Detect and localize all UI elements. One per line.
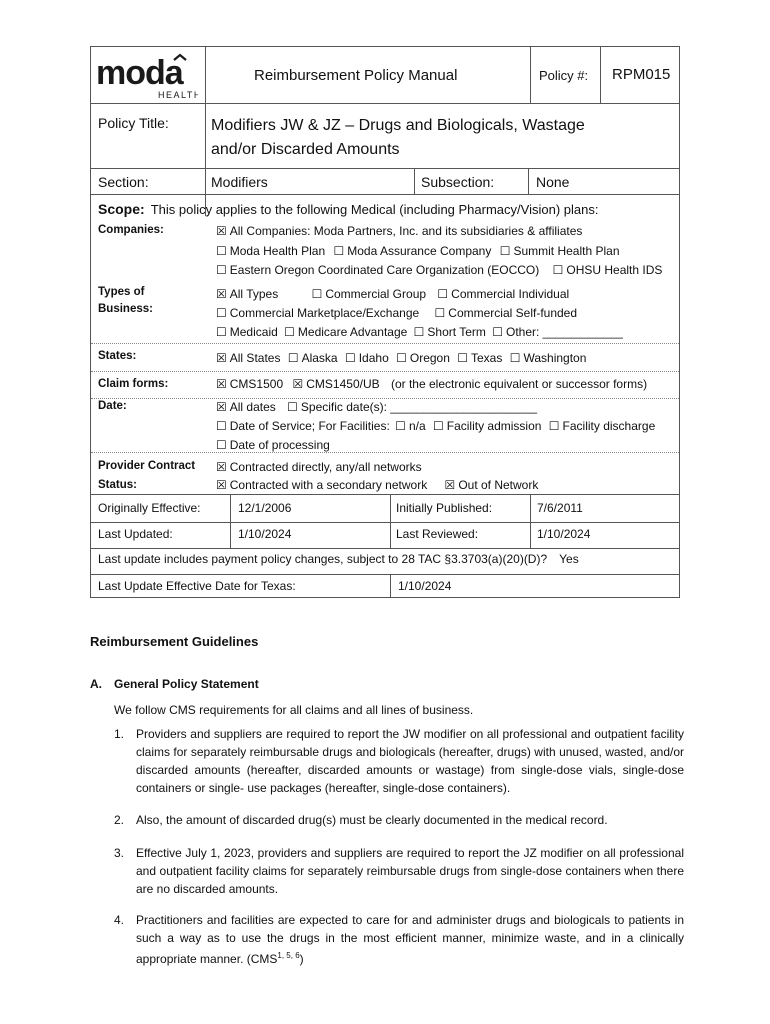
- provider-label-1: Provider Contract: [98, 460, 196, 472]
- company-ohsu: OHSU Health IDS: [566, 263, 663, 277]
- checkbox-checked-icon[interactable]: ☒: [444, 478, 456, 492]
- section-a-letter: A.: [90, 677, 102, 691]
- date-row-1: [216, 399, 537, 415]
- tac-answer: Yes: [559, 552, 579, 566]
- tac-row: [98, 551, 579, 567]
- policy-title-label: Policy Title:: [98, 115, 169, 131]
- last-rev-value: 1/10/2024: [537, 527, 591, 541]
- checkbox-unchecked-icon[interactable]: ☐: [548, 419, 560, 433]
- provider-direct: Contracted directly, any/all networks: [229, 460, 422, 474]
- scope-label: Scope:: [98, 201, 145, 217]
- checkbox-checked-icon[interactable]: ☒: [292, 377, 304, 391]
- scope-line: [98, 201, 598, 218]
- checkbox-checked-icon[interactable]: ☒: [216, 224, 227, 238]
- logo-wordmark: moda: [96, 54, 183, 92]
- date-all: All dates: [229, 400, 276, 414]
- provider-secondary: Contracted with a secondary network: [229, 478, 428, 492]
- policy-number-label: Policy #:: [539, 68, 589, 83]
- business-label-1: Types of: [98, 286, 145, 298]
- checkbox-unchecked-icon[interactable]: ☐: [499, 244, 511, 258]
- checkbox-unchecked-icon[interactable]: ☐: [413, 325, 425, 339]
- checkbox-unchecked-icon[interactable]: ☐: [216, 325, 227, 339]
- date-row-3: [216, 437, 330, 453]
- manual-title: Reimbursement Policy Manual: [254, 67, 458, 84]
- checkbox-unchecked-icon[interactable]: ☐: [395, 419, 406, 433]
- date-row-2: [216, 418, 655, 434]
- checkbox-unchecked-icon[interactable]: ☐: [333, 244, 345, 258]
- claim-note: (or the electronic equivalent or successor forms): [390, 377, 648, 391]
- item-4-number: 4.: [114, 913, 125, 927]
- provider-row-1: [216, 459, 422, 475]
- orig-eff-value: 12/1/2006: [238, 501, 292, 515]
- business-other: Other: ____________: [506, 325, 623, 339]
- item-3-text: Effective July 1, 2023, providers and suppliers are required to report the JZ modifier on all professional and outpatient facility claims for separately reimbursable drugs from single-dose containers when there are no discarded amounts.: [136, 846, 684, 896]
- checkbox-checked-icon[interactable]: ☒: [216, 377, 227, 391]
- companies-row-3: [216, 262, 662, 278]
- state-washington: Washington: [523, 351, 587, 365]
- claim-cms1500: CMS1500: [229, 377, 284, 391]
- checkbox-unchecked-icon[interactable]: ☐: [216, 419, 227, 433]
- date-processing: Date of processing: [229, 438, 330, 452]
- checkbox-unchecked-icon[interactable]: ☐: [287, 351, 299, 365]
- item-1-number: 1.: [114, 727, 125, 741]
- company-moda-assurance: Moda Assurance Company: [347, 244, 492, 258]
- checkbox-unchecked-icon[interactable]: ☐: [432, 419, 444, 433]
- states-label: States:: [98, 350, 137, 362]
- claim-forms-label: Claim forms:: [98, 378, 169, 390]
- state-alaska: Alaska: [301, 351, 338, 365]
- policy-number: RPM015: [612, 66, 671, 83]
- business-medicaid: Medicaid: [229, 325, 278, 339]
- checkbox-checked-icon[interactable]: ☒: [216, 478, 227, 492]
- business-label-2: Business:: [98, 303, 153, 315]
- texas-eff-value: 1/10/2024: [398, 579, 452, 593]
- date-label: Date:: [98, 400, 127, 412]
- company-moda-health-plan: Moda Health Plan: [229, 244, 326, 258]
- logo-subtext: HEALTH: [158, 90, 198, 100]
- checkbox-unchecked-icon[interactable]: ☐: [492, 325, 503, 339]
- item-3-number: 3.: [114, 846, 125, 860]
- scope-text: This policy applies to the following Medical (including Pharmacy/Vision) plans:: [150, 202, 599, 217]
- last-rev-label: Last Reviewed:: [396, 527, 479, 541]
- subsection-label: Subsection:: [421, 174, 495, 190]
- checkbox-unchecked-icon[interactable]: ☐: [552, 263, 564, 277]
- business-row-2: [216, 305, 577, 321]
- section-value: Modifiers: [211, 174, 268, 190]
- claim-forms-row: [216, 376, 647, 392]
- orig-eff-label: Originally Effective:: [98, 501, 201, 515]
- business-all: All Types: [229, 287, 279, 301]
- last-upd-label: Last Updated:: [98, 527, 173, 541]
- checkbox-unchecked-icon[interactable]: ☐: [216, 306, 227, 320]
- date-admission: Facility admission: [446, 419, 542, 433]
- business-marketplace: Commercial Marketplace/Exchange: [229, 306, 420, 320]
- init-pub-label: Initially Published:: [396, 501, 493, 515]
- business-self-funded: Commercial Self-funded: [448, 306, 578, 320]
- init-pub-value: 7/6/2011: [537, 501, 583, 515]
- checkbox-unchecked-icon[interactable]: ☐: [434, 306, 446, 320]
- section-a-title: General Policy Statement: [114, 677, 259, 691]
- business-row-1: [216, 286, 569, 302]
- checkbox-unchecked-icon[interactable]: ☐: [457, 351, 468, 365]
- checkbox-unchecked-icon[interactable]: ☐: [284, 325, 295, 339]
- provider-row-2: [216, 477, 538, 493]
- checkbox-unchecked-icon[interactable]: ☐: [216, 244, 227, 258]
- business-commercial-individual: Commercial Individual: [451, 287, 570, 301]
- item-2-number: 2.: [114, 813, 125, 827]
- texas-eff-label: Last Update Effective Date for Texas:: [98, 579, 296, 593]
- tac-text: Last update includes payment policy changes, subject to 28 TAC §3.3703(a)(20)(D)?: [98, 552, 548, 566]
- companies-row-1: [216, 223, 582, 239]
- checkbox-unchecked-icon[interactable]: ☐: [437, 287, 449, 301]
- company-eocco: Eastern Oregon Coordinated Care Organization (EOCCO): [229, 263, 540, 277]
- checkbox-checked-icon[interactable]: ☒: [216, 400, 227, 414]
- companies-row-2: [216, 243, 620, 259]
- date-of-service: Date of Service; For Facilities:: [229, 419, 390, 433]
- companies-label: Companies:: [98, 224, 164, 236]
- checkbox-checked-icon[interactable]: ☒: [216, 287, 227, 301]
- item-4-text: [136, 911, 684, 968]
- states-row: [216, 350, 586, 366]
- checkbox-unchecked-icon[interactable]: ☐: [216, 263, 227, 277]
- date-discharge: Facility discharge: [562, 419, 656, 433]
- company-summit: Summit Health Plan: [513, 244, 620, 258]
- subsection-value: None: [536, 174, 570, 190]
- item-1-text: Providers and suppliers are required to report the JW modifier on all professional and outpatient facility claims for separately reimbursable drugs and biologicals (hereafter, drugs) with unused, wasted, and/or discarded amounts (hereafter, discarded amounts or wastage) from single-dose vials, single-dose containers or single- use packages (hereafter, single-dose containers).: [136, 727, 684, 795]
- date-na: n/a: [408, 419, 426, 433]
- provider-label-2: Status:: [98, 479, 137, 491]
- state-oregon: Oregon: [409, 351, 450, 365]
- item-4-footnote-ref[interactable]: 1, 5, 6: [277, 951, 300, 960]
- business-commercial-group: Commercial Group: [325, 287, 427, 301]
- business-row-3: [216, 324, 623, 340]
- checkbox-unchecked-icon[interactable]: ☐: [287, 400, 298, 414]
- item-4-body: Practitioners and facilities are expected to care for and administer drugs and biologicals to patients in such a way as to use the drugs in the most efficient manner, minimize waste, and in a clinically appropriate manner. (CMS: [136, 913, 684, 966]
- checkbox-unchecked-icon[interactable]: ☐: [396, 351, 407, 365]
- item-4-tail: ): [299, 952, 304, 966]
- checkbox-checked-icon[interactable]: ☒: [216, 460, 227, 474]
- business-short-term: Short Term: [427, 325, 486, 339]
- section-label: Section:: [98, 174, 149, 190]
- checkbox-unchecked-icon[interactable]: ☐: [311, 287, 323, 301]
- state-idaho: Idaho: [358, 351, 389, 365]
- policy-title-line1: Modifiers JW & JZ – Drugs and Biologicals, Wastage: [211, 117, 585, 134]
- checkbox-unchecked-icon[interactable]: ☐: [216, 438, 227, 452]
- provider-oon: Out of Network: [458, 478, 539, 492]
- claim-cms1450: CMS1450/UB: [306, 377, 380, 391]
- checkbox-unchecked-icon[interactable]: ☐: [509, 351, 521, 365]
- state-all: All States: [229, 351, 281, 365]
- guidelines-heading: Reimbursement Guidelines: [90, 634, 259, 649]
- business-medicare: Medicare Advantage: [297, 325, 408, 339]
- last-upd-value: 1/10/2024: [238, 527, 292, 541]
- date-specific: Specific date(s): ______________________: [300, 400, 538, 414]
- state-texas: Texas: [471, 351, 503, 365]
- item-2-text: Also, the amount of discarded drug(s) must be clearly documented in the medical record.: [136, 813, 608, 827]
- checkbox-checked-icon[interactable]: ☒: [216, 351, 227, 365]
- checkbox-unchecked-icon[interactable]: ☐: [344, 351, 356, 365]
- company-all: All Companies: Moda Partners, Inc. and its subsidiaries & affiliates: [229, 224, 583, 238]
- guidelines-intro: We follow CMS requirements for all claims and all lines of business.: [114, 703, 474, 717]
- moda-health-logo: [96, 52, 198, 102]
- policy-title-line2: and/or Discarded Amounts: [211, 141, 400, 158]
